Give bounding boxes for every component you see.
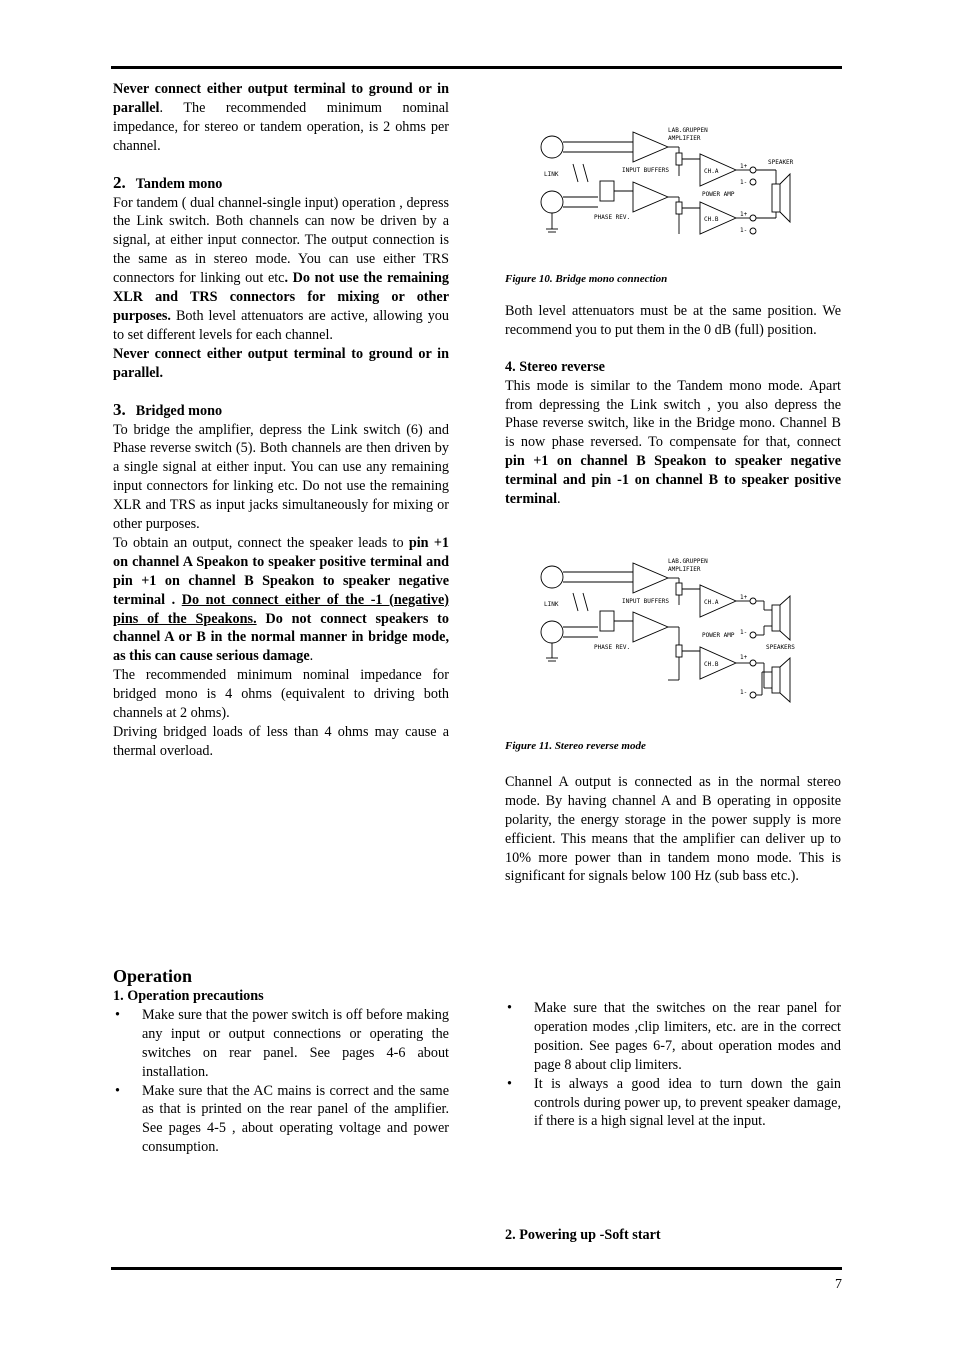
bridged-paragraph-3: The recommended minimum nominal impedance for bridged mono is 4 ohms (equivalent to driving both channels at 2 ohms). (113, 667, 449, 722)
attenuator-b-icon (676, 202, 682, 214)
figure-10-diagram (538, 124, 800, 244)
fig10-p1-label: 1+ (740, 163, 748, 170)
fig10-link-label: LINK (544, 171, 559, 178)
fig11-p1-label: 1+ (740, 594, 748, 601)
figure-11-diagram (538, 555, 800, 710)
fig10-speaker-label: SPEAKER (768, 159, 794, 166)
fig11-speakers-label: SPEAKERS (766, 644, 795, 651)
page-number: 7 (835, 1277, 842, 1292)
bridged-text-a: To obtain an output, connect the speaker leads to (113, 534, 409, 551)
fig10-p2-label: 1+ (740, 211, 748, 218)
fig10-buffers-label: INPUT BUFFERS (622, 167, 669, 174)
bridged-text-end: . (309, 648, 314, 665)
top-rule (111, 66, 842, 69)
xlr-input-a-icon (541, 566, 563, 588)
figure-10-caption: Figure 10. Bridge mono connection (505, 273, 668, 285)
fig10-brand-line1: LAB.GRUPPEN (668, 127, 708, 134)
section-heading-tandem (113, 174, 449, 194)
buffer-b-icon (633, 612, 668, 642)
bridged-paragraph-1: To bridge the amplifier, depress the Link switch (6) and Phase reverse switch (5). Both channels are then driven by a single signal at either input. You can use any remaining input connectors for linking etc. Do not use the remaining XLR and TRS as input jacks simultaneously for mixing or other purposes. (113, 421, 449, 533)
stereo-reverse-text-a: This mode is similar to the Tandem mono mode. Apart from depressing the Link switch , you also depress the Phase reverse switch, like in the Bridge mono. Channel B is now phase reversed. To compensate for that, connect (505, 377, 841, 451)
operation-precautions-heading: 1. Operation precautions (113, 988, 264, 1004)
buffer-a-icon (633, 563, 668, 593)
section-number: 2. (113, 172, 126, 192)
channel-a-paragraph: Channel A output is connected as in the normal stereo mode. By having channel A and B operating in opposite polarity, the energy storage in the power supply is more efficient. This means that the amplifier can deliver up to 10% more power than in tandem mono mode. This is significant for signals below 100 Hz (sub bass etc.). (505, 773, 841, 885)
buffer-a-icon (633, 132, 668, 162)
warning-bold: Never connect either output terminal to ground or in parallel (113, 81, 449, 116)
tandem-warning: Never connect either output terminal to ground or in parallel. (113, 345, 449, 381)
fig10-phase-label: PHASE REV. (594, 214, 631, 221)
fig11-chb-label: CH.B (704, 661, 719, 668)
section-number: 3. (113, 399, 126, 419)
powering-up-heading (505, 1226, 841, 1245)
speaker-icon (772, 184, 780, 212)
fig11-buffers-label: INPUT BUFFERS (622, 598, 669, 605)
fig11-link-label: LINK (544, 601, 559, 608)
fig11-n1-label: 1- (740, 629, 748, 636)
xlr-input-b-icon (541, 621, 563, 643)
bridged-text-bold2: Do not connect speakers to channel A or B in the normal manner in bridge mode, as this can cause serious damage (113, 610, 449, 665)
operation-left (113, 965, 449, 1157)
list-item: • It is always a good idea to turn down the gain controls during power up, to prevent speaker damage, if there is a high signal level at the input. (505, 1075, 841, 1132)
right-column-lower (505, 737, 841, 886)
attenuator-a-icon (676, 153, 682, 165)
fig11-cha-label: CH.A (704, 599, 719, 606)
speaker-a-icon (772, 605, 780, 631)
operation-heading: Operation (113, 966, 192, 986)
bridged-text-bold1: pin +1 on channel A Speakon to speaker positive terminal and pin +1 on channel B Speakon to speaker negative terminal . (113, 534, 449, 608)
attenuator-b-icon (676, 645, 682, 657)
tandem-paragraph (113, 194, 449, 345)
stereo-reverse-text-end: . (557, 491, 561, 508)
fig11-phase-label: PHASE REV. (594, 644, 631, 651)
fig11-brand-line1: LAB.GRUPPEN (668, 558, 708, 565)
section-title: Bridged mono (135, 402, 223, 419)
fig11-n2-label: 1- (740, 689, 748, 696)
stereo-reverse-text-bold: pin +1 on channel B Speakon to speaker negative terminal and pin -1 on channel B to speaker positive terminal (505, 453, 841, 508)
warning-rest: . The recommended minimum nominal impedance, for stereo or tandem operation, is 2 ohms per channel. (113, 99, 449, 154)
fig11-power-label: POWER AMP (702, 632, 735, 639)
figure-11-caption: Figure 11. Stereo reverse mode (505, 740, 646, 752)
fig10-cha-label: CH.A (704, 168, 719, 175)
xlr-input-a-icon (541, 136, 563, 158)
bridged-paragraph-4: Driving bridged loads of less than 4 ohms may cause a thermal overload. (113, 724, 449, 759)
buffer-b-icon (633, 182, 668, 212)
bridged-text-underlined: Do not connect either of the -1 (negative) pins of the Speakons. (113, 591, 449, 627)
powering-up-title: 2. Powering up -Soft start (505, 1227, 661, 1243)
tandem-text-bold: . Do not use the remaining XLR and TRS connectors for mixing or other purposes. (113, 270, 449, 324)
fig10-n2-label: 1- (740, 227, 748, 234)
right-column (505, 270, 841, 509)
bridged-paragraph-2 (113, 534, 449, 666)
tandem-text-a: For tandem ( dual channel-single input) operation , depress the Link switch. Both channels can now be driven by a signal, at either input connector. The output connection is the same as in stereo mode. You can use either TRS connectors for linking out etc (113, 194, 449, 287)
left-column (113, 80, 449, 761)
fig10-power-label: POWER AMP (702, 191, 735, 198)
phase-switch-icon (600, 611, 614, 631)
bottom-rule (111, 1267, 842, 1270)
level-attenuator-paragraph: Both level attenuators must be at the same position. We recommend you to put them in the 0 dB (full) position. (505, 302, 841, 338)
fig11-brand-line2: AMPLIFIER (668, 566, 701, 573)
section-heading-bridged (113, 401, 449, 421)
section-title: Tandem mono (135, 175, 223, 192)
tandem-text-c: Both level attenuators are active, allowing you to set different levels for each channel. (113, 307, 449, 343)
operation-right (505, 999, 841, 1131)
list-item: • Make sure that the switches on the rear panel for operation modes ,clip limiters, etc. are in the correct position. See pages 6-7, about operation modes and page 8 about clip limiters. (505, 999, 841, 1075)
list-item: • Make sure that the power switch is off before making any input or output connections or operating the switches on rear panel. See pages 4-6 about installation. (113, 1006, 449, 1082)
xlr-input-b-icon (541, 191, 563, 213)
phase-switch-icon (600, 181, 614, 201)
section-heading-stereo-reverse: 4. Stereo reverse (505, 358, 605, 375)
fig10-chb-label: CH.B (704, 216, 719, 223)
list-item: • Make sure that the AC mains is correct and the same as that is printed on the rear panel of the amplifier. See pages 4-5 , about operating voltage and power consumption. (113, 1082, 449, 1158)
speaker-b-icon (772, 667, 780, 693)
fig11-p2-label: 1+ (740, 654, 748, 661)
fig10-n1-label: 1- (740, 179, 748, 186)
stereo-reverse-paragraph (505, 377, 841, 509)
fig10-brand-line2: AMPLIFIER (668, 135, 701, 142)
attenuator-a-icon (676, 583, 682, 595)
warning-paragraph-1 (113, 80, 449, 156)
